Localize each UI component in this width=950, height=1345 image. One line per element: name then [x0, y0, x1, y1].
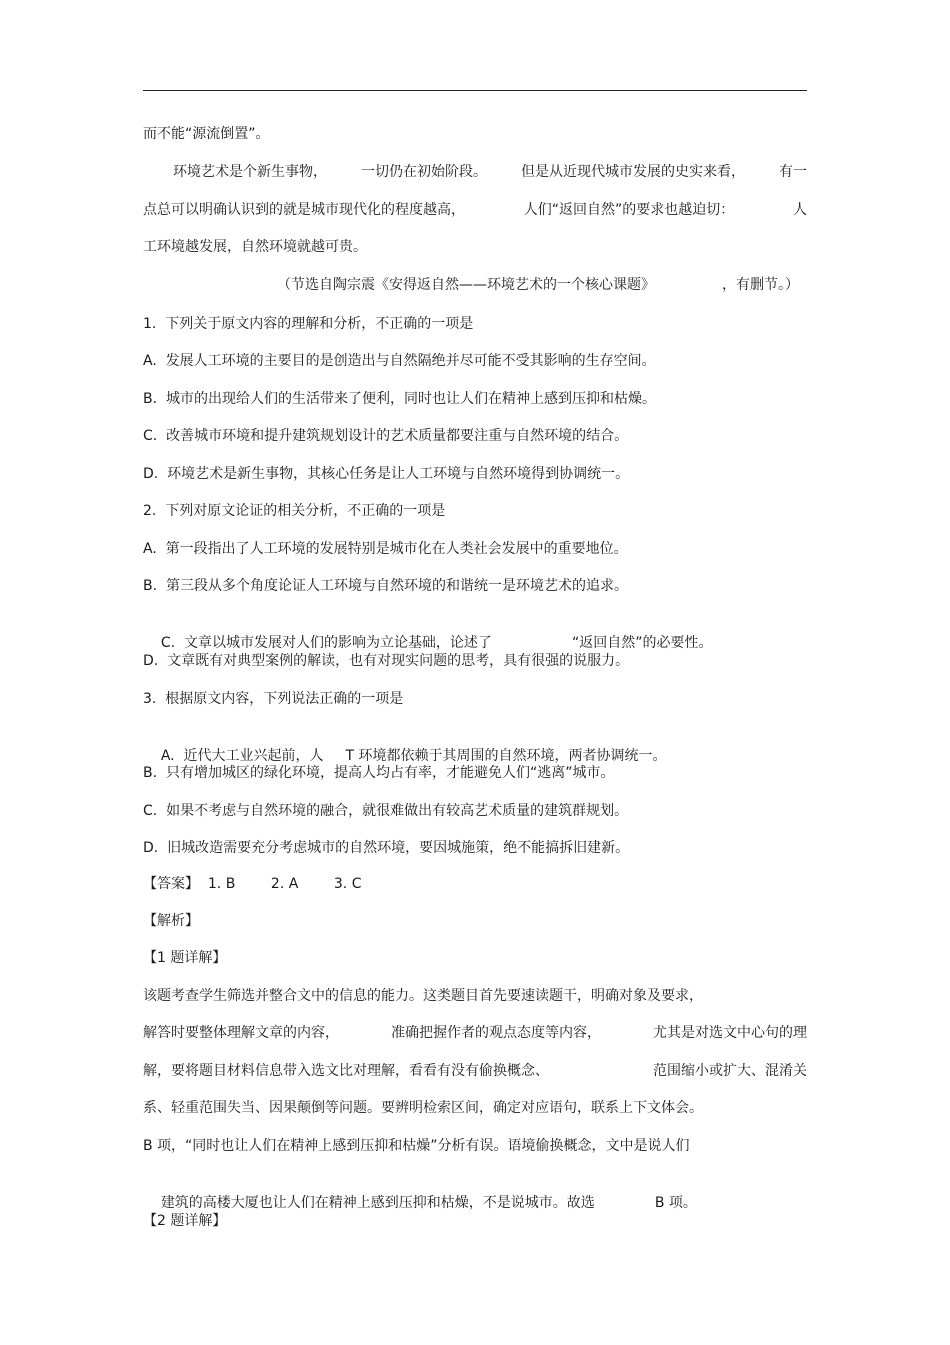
text-segment: “返回自然”的必要性。	[571, 635, 713, 651]
text-segment: C. 文章以城市发展对人们的影响为立论基础，论述了	[160, 635, 492, 651]
text-segment: 人们“返回自然”的要求也越迫切：	[523, 202, 735, 218]
paragraph-line: 工环境越发展，自然环境就越可贵。	[143, 239, 367, 255]
question-option: B. 只有增加城区的绿化环境，提高人均占有率，才能避免人们“逃离”城市。	[143, 765, 615, 781]
question-stem: 1. 下列关于原文内容的理解和分析，不正确的一项是	[143, 316, 474, 332]
text-segment: 解，要将题目材料信息带入选文比对理解，看看有没有偷换概念、	[143, 1063, 549, 1079]
detail-heading: 【1 题详解】	[143, 950, 227, 966]
question-stem: 3. 根据原文内容，下列说法正确的一项是	[143, 691, 404, 707]
detail-line	[143, 1023, 807, 1043]
text-segment: 解答时要整体理解文章的内容，	[143, 1025, 339, 1041]
citation-title: （节选自陶宗震《安得返自然——环境艺术的一个核心课题》	[277, 277, 655, 293]
question-option: D. 文章既有对典型案例的解读，也有对现实问题的思考，具有很强的说服力。	[143, 653, 630, 669]
text-segment: 有一	[779, 164, 807, 180]
question-stem: 2. 下列对原文论证的相关分析，不正确的一项是	[143, 503, 446, 519]
text-segment: B 项。	[654, 1195, 697, 1211]
question-option: A. 第一段指出了人工环境的发展特别是城市化在人类社会发展中的重要地位。	[143, 541, 628, 557]
question-option: D. 环境艺术是新生事物，其核心任务是让人工环境与自然环境得到协调统一。	[143, 466, 630, 482]
paragraph-line	[143, 200, 807, 220]
detail-line	[143, 1061, 807, 1081]
header-rule	[143, 90, 807, 91]
paragraph-end-line: 而不能“源流倒置”。	[143, 126, 270, 142]
question-option: C. 如果不考虑与自然环境的融合，就很难做出有较高艺术质量的建筑群规划。	[143, 803, 629, 819]
source-citation	[277, 275, 799, 295]
question-option: D. 旧城改造需要充分考虑城市的自然环境，要因城施策，绝不能搞拆旧建新。	[143, 840, 630, 856]
text-segment: 点总可以明确认识到的就是城市现代化的程度越高，	[143, 202, 465, 218]
text-segment: T 环境都依赖于其周围的自然环境，两者协调统一。	[345, 748, 667, 764]
detail-line: 该题考查学生筛选并整合文中的信息的能力。这类题目首先要速读题干，明确对象及要求，	[143, 988, 703, 1004]
detail-line: B 项，“同时也让人们在精神上感到压抑和枯燥”分析有误。语境偷换概念，文中是说人们	[143, 1138, 690, 1154]
answer-line: 【答案】 1. B 2. A 3. C	[143, 876, 362, 892]
text-segment: 一切仍在初始阶段。	[361, 164, 487, 180]
text-segment: 范围缩小或扩大、混淆关	[653, 1063, 807, 1079]
text-segment: 建筑的高楼大厦也让人们在精神上感到压抑和枯燥，不是说城市。故选	[160, 1195, 595, 1211]
text-segment: 环境艺术是个新生事物，	[173, 164, 327, 180]
question-option: B. 第三段从多个角度论证人工环境与自然环境的和谐统一是环境艺术的追求。	[143, 578, 628, 594]
text-segment: 准确把握作者的观点态度等内容，	[391, 1025, 601, 1041]
detail-heading: 【2 题详解】	[143, 1213, 227, 1229]
detail-line: 系、轻重范围失当、因果颠倒等问题。要辨明检索区间，确定对应语句，联系上下文体会。	[143, 1100, 703, 1116]
text-segment: 但是从近现代城市发展的史实来看，	[521, 164, 745, 180]
text-segment: 尤其是对选文中心句的理	[653, 1025, 807, 1041]
paragraph-line	[173, 162, 807, 182]
analysis-heading: 【解析】	[143, 913, 199, 929]
question-option: C. 改善城市环境和提升建筑规划设计的艺术质量都要注重与自然环境的结合。	[143, 428, 629, 444]
question-option: A. 发展人工环境的主要目的是创造出与自然隔绝并尽可能不受其影响的生存空间。	[143, 353, 656, 369]
text-segment: 人	[792, 202, 807, 218]
text-segment: A. 近代大工业兴起前，人	[160, 748, 324, 764]
citation-note: ，有删节。）	[722, 277, 799, 293]
question-option: B. 城市的出现给人们的生活带来了便利，同时也让人们在精神上感到压抑和枯燥。	[143, 391, 656, 407]
